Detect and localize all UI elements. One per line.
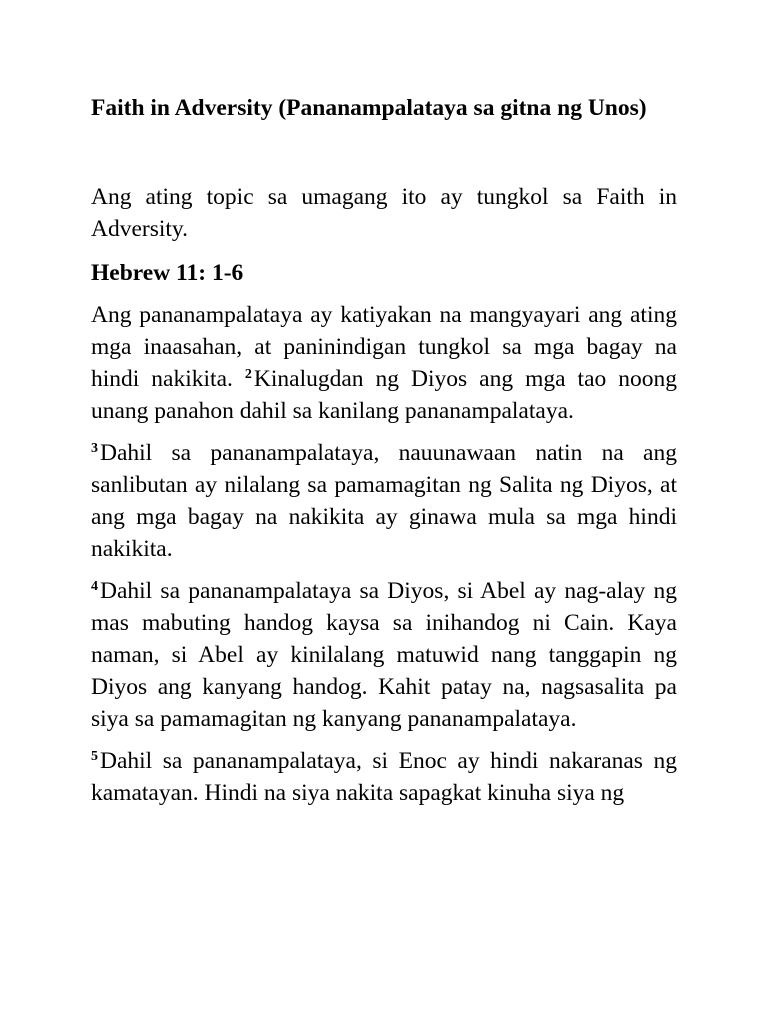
verse-3-text: Dahil sa pananampalataya, nauunawaan natin na ang sanlibutan ay nilalang sa pamamagitan ng Salita ng Diyos, at ang mga bagay na nakikita ay ginawa mula sa mga hindi nakikita. xyxy=(91,440,677,562)
verse-number-5: 5 xyxy=(91,749,98,765)
verse-paragraph-4 xyxy=(91,575,677,735)
verse-1-text: Ang pananampalataya ay katiyakan na mangyayari ang ating mga inaasahan, at paninindigan tungkol sa mga bagay na hindi nakikita. xyxy=(91,302,677,392)
verse-4-text: Dahil sa pananampalataya sa Diyos, si Abel ay nag-alay ng mas mabuting handog kaysa sa inihandog ni Cain. Kaya naman, si Abel ay kinilalang matuwid nang tanggapin ng Diyos ang kanyang handog. Kahit patay na, nagsasalita pa siya sa pamamagitan ng kanyang pananampalataya. xyxy=(91,578,677,732)
verse-paragraph-1 xyxy=(91,299,677,427)
verse-paragraph-3 xyxy=(91,437,677,565)
verse-paragraph-5 xyxy=(91,745,677,809)
verse-number-3: 3 xyxy=(91,441,98,457)
verse-2-text: Kinalugdan ng Diyos ang mga tao noong unang panahon dahil sa kanilang pananampalataya. xyxy=(91,366,678,424)
verse-5-text: Dahil sa pananampalataya, si Enoc ay hindi nakaranas ng kamatayan. Hindi na siya nakita sapagkat kinuha siya ng xyxy=(91,748,677,806)
verse-number-4: 4 xyxy=(91,579,98,595)
document-page xyxy=(91,92,677,809)
intro-paragraph: Ang ating topic sa umagang ito ay tungkol sa Faith in Adversity. xyxy=(91,184,677,242)
scripture-heading: Hebrew 11: 1-6 xyxy=(91,260,244,286)
document-title: Faith in Adversity (Pananampalataya sa gitna ng Unos) xyxy=(91,95,647,121)
verse-number-2: 2 xyxy=(244,367,252,383)
